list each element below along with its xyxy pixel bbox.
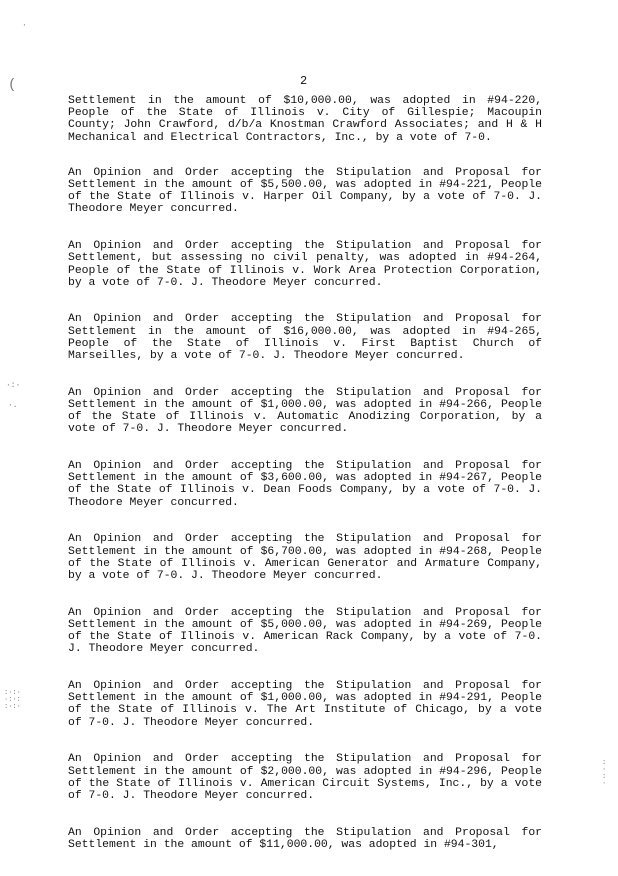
paragraph: An Opinion and Order accepting the Stipulation and Proposal for Settlement in the amount of $5,000.00, was adopted in #94-269, People of the State of Illinois v. American Rack Company, by a vote of 7-0. J. Theodore Meyer concurred. xyxy=(68,606,542,656)
paragraph: An Opinion and Order accepting the Stipulation and Proposal for Settlement in the amount of $6,700.00, was adopted in #94-268, People of the State of Illinois v. American Generator and Armature Company, by a vote of 7-0. J. Theodore Meyer concurred. xyxy=(68,533,542,582)
paragraph: An Opinion and Order accepting the Stipulation and Proposal for Settlement in the amount of $5,500.00, was adopted in #94-221, People of the State of Illinois v. Harper Oil Company, by a vote of 7-0. J. Theodore Meyer concurred. xyxy=(68,166,542,216)
paragraph: An Opinion and Order accepting the Stipulation and Proposal for Settlement in the amount of $3,600.00, was adopted in #94-267, People of the State of Illinois v. Dean Foods Company, by a vote of 7-0. J. Theodore Meyer concurred. xyxy=(68,460,542,509)
paragraph: An Opinion and Order accepting the Stipulation and Proposal for Settlement in the amount of $2,000.00, was adopted in #94-296, People of the State of Illinois v. American Circuit Systems, Inc., by a vote of 7-0. J. Theodore Meyer concurred. xyxy=(68,753,542,802)
scan-speck: :·:· ·:·: :·:· xyxy=(4,689,21,711)
paragraph: An Opinion and Order accepting the Stipulation and Proposal for Settlement in the amount of $11,000.00, was adopted in #94-301, xyxy=(68,826,542,851)
paragraph: An Opinion and Order accepting the Stipulation and Proposal for Settlement in the amount of $1,000.00, was adopted in #94-291, People of the State of Illinois v. The Art Institute of Chicago, by a vote of 7-0. J. Theodore Meyer concurred. xyxy=(68,680,542,729)
document-body xyxy=(68,95,542,876)
scan-speck: ·. xyxy=(8,401,18,410)
scan-speck: : · : · xyxy=(602,759,607,788)
scan-speck: · xyxy=(22,21,27,30)
page-number: 2 xyxy=(300,74,308,88)
paragraph: Settlement in the amount of $10,000.00, was adopted in #94-220, People of the State of Illinois v. City of Gillespie; Macoupin County; John Crawford, d/b/a Knostman Crawford Associates; and H & H Mechanical and Electrical Contractors, Inc., by a vote of 7-0. xyxy=(68,95,542,144)
paragraph: An Opinion and Order accepting the Stipulation and Proposal for Settlement, but assessing no civil penalty, was adopted in #94-264, People of the State of Illinois v. Work Area Protection Corporation, by a vote of 7-0. J. Theodore Meyer concurred. xyxy=(68,240,542,289)
paragraph: An Opinion and Order accepting the Stipulation and Proposal for Settlement in the amount of $1,000.00, was adopted in #94-266, People of the State of Illinois v. Automatic Anodizing Corporation, by a vote of 7-0. J. Theodore Meyer concurred. xyxy=(68,386,542,436)
paragraph: An Opinion and Order accepting the Stipulation and Proposal for Settlement in the amount of $16,000.00, was adopted in #94-265, People of the State of Illinois v. First Baptist Church of Marseilles, by a vote of 7-0. J. Theodore Meyer concurred. xyxy=(68,313,542,363)
scan-speck: ( xyxy=(8,77,17,93)
scan-speck: ·:· xyxy=(6,381,21,390)
